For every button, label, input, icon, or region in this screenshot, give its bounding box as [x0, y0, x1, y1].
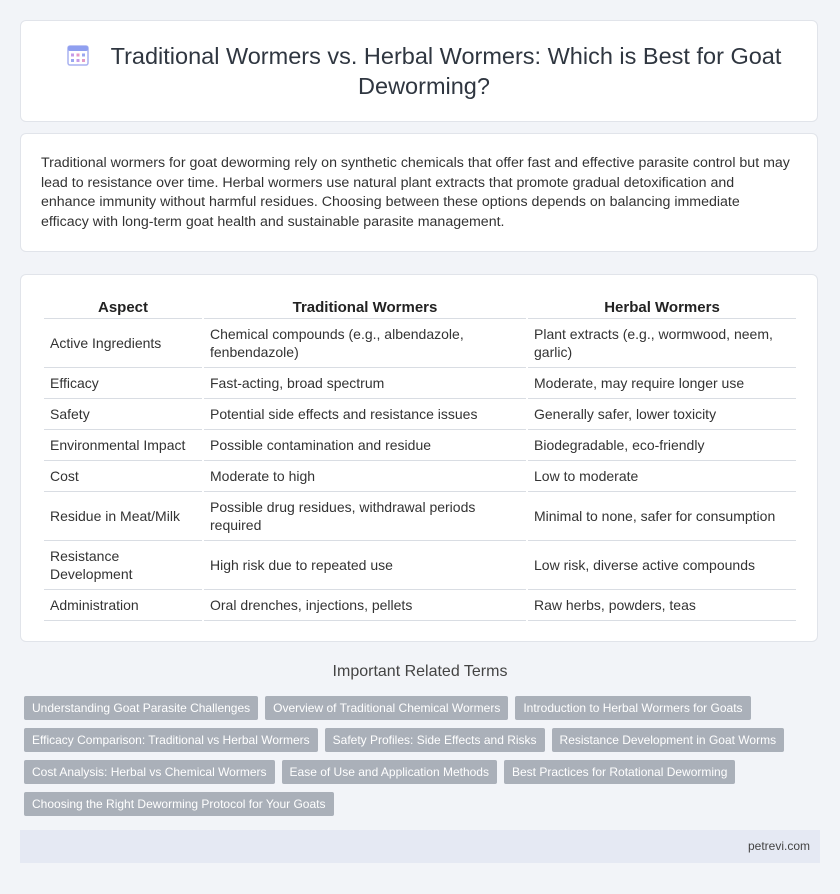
cell-aspect: Resistance Development	[44, 541, 202, 590]
cell-herbal: Plant extracts (e.g., wormwood, neem, garlic)	[528, 319, 796, 368]
cell-herbal: Low risk, diverse active compounds	[528, 541, 796, 590]
cell-herbal: Raw herbs, powders, teas	[528, 590, 796, 621]
cell-herbal: Minimal to none, safer for consumption	[528, 492, 796, 541]
cell-traditional: Possible drug residues, withdrawal periods required	[204, 492, 526, 541]
intro-card	[20, 133, 818, 252]
cell-herbal: Low to moderate	[528, 461, 796, 492]
table-row	[44, 319, 796, 368]
cell-traditional: Potential side effects and resistance issues	[204, 399, 526, 430]
cell-herbal: Generally safer, lower toxicity	[528, 399, 796, 430]
table-row	[44, 430, 796, 461]
cell-herbal: Moderate, may require longer use	[528, 368, 796, 399]
page-title-text: Traditional Wormers vs. Herbal Wormers: Which is Best for Goat Deworming?	[110, 43, 782, 99]
related-term-tag[interactable]: Introduction to Herbal Wormers for Goats	[515, 696, 750, 720]
related-terms-title: Important Related Terms	[332, 663, 508, 680]
cell-aspect: Administration	[44, 590, 202, 621]
table-header-row	[44, 296, 796, 319]
table-row	[44, 590, 796, 621]
cell-traditional: Moderate to high	[204, 461, 526, 492]
table-row	[44, 541, 796, 590]
intro-paragraph: Traditional wormers for goat deworming rely on synthetic chemicals that offer fast and effective parasite control but may lead to resistance over time. Herbal wormers use natural plant extracts that promote gradual detoxification and enhance immunity without harmful residues. Choosing between these options depends on balancing immediate efficacy with long-term goat health and sustainable parasite management.	[41, 155, 790, 230]
cell-herbal: Biodegradable, eco-friendly	[528, 430, 796, 461]
table-row	[44, 368, 796, 399]
cell-aspect: Cost	[44, 461, 202, 492]
header-aspect: Aspect	[44, 296, 202, 319]
cell-traditional: Fast-acting, broad spectrum	[204, 368, 526, 399]
related-term-tag[interactable]: Resistance Development in Goat Worms	[552, 728, 785, 752]
cell-aspect: Residue in Meat/Milk	[44, 492, 202, 541]
cell-aspect: Active Ingredients	[44, 319, 202, 368]
footer	[20, 830, 820, 863]
related-term-tag[interactable]: Safety Profiles: Side Effects and Risks	[325, 728, 545, 752]
cell-traditional: Oral drenches, injections, pellets	[204, 590, 526, 621]
related-term-tag[interactable]: Understanding Goat Parasite Challenges	[24, 696, 258, 720]
cell-aspect: Efficacy	[44, 368, 202, 399]
related-term-tag[interactable]: Overview of Traditional Chemical Wormers	[265, 696, 508, 720]
cell-aspect: Environmental Impact	[44, 430, 202, 461]
page-title	[61, 41, 787, 101]
table-row	[44, 492, 796, 541]
related-term-tag[interactable]: Best Practices for Rotational Deworming	[504, 760, 735, 784]
footer-site-link[interactable]: petrevi.com	[747, 839, 810, 853]
cell-traditional: Chemical compounds (e.g., albendazole, fenbendazole)	[204, 319, 526, 368]
related-terms-tags	[24, 696, 814, 824]
related-term-tag[interactable]: Ease of Use and Application Methods	[282, 760, 497, 784]
related-term-tag[interactable]: Choosing the Right Deworming Protocol for Your Goats	[24, 792, 334, 816]
cell-traditional: High risk due to repeated use	[204, 541, 526, 590]
table-row	[44, 399, 796, 430]
comparison-table	[42, 296, 798, 621]
header-card	[20, 20, 818, 122]
cell-aspect: Safety	[44, 399, 202, 430]
cell-traditional: Possible contamination and residue	[204, 430, 526, 461]
table-row	[44, 461, 796, 492]
related-term-tag[interactable]: Efficacy Comparison: Traditional vs Herbal Wormers	[24, 728, 318, 752]
header-herbal: Herbal Wormers	[528, 296, 796, 319]
comparison-table-card	[20, 274, 818, 642]
header-traditional: Traditional Wormers	[204, 296, 526, 319]
calendar-grid-icon	[67, 44, 89, 66]
related-term-tag[interactable]: Cost Analysis: Herbal vs Chemical Wormers	[24, 760, 275, 784]
